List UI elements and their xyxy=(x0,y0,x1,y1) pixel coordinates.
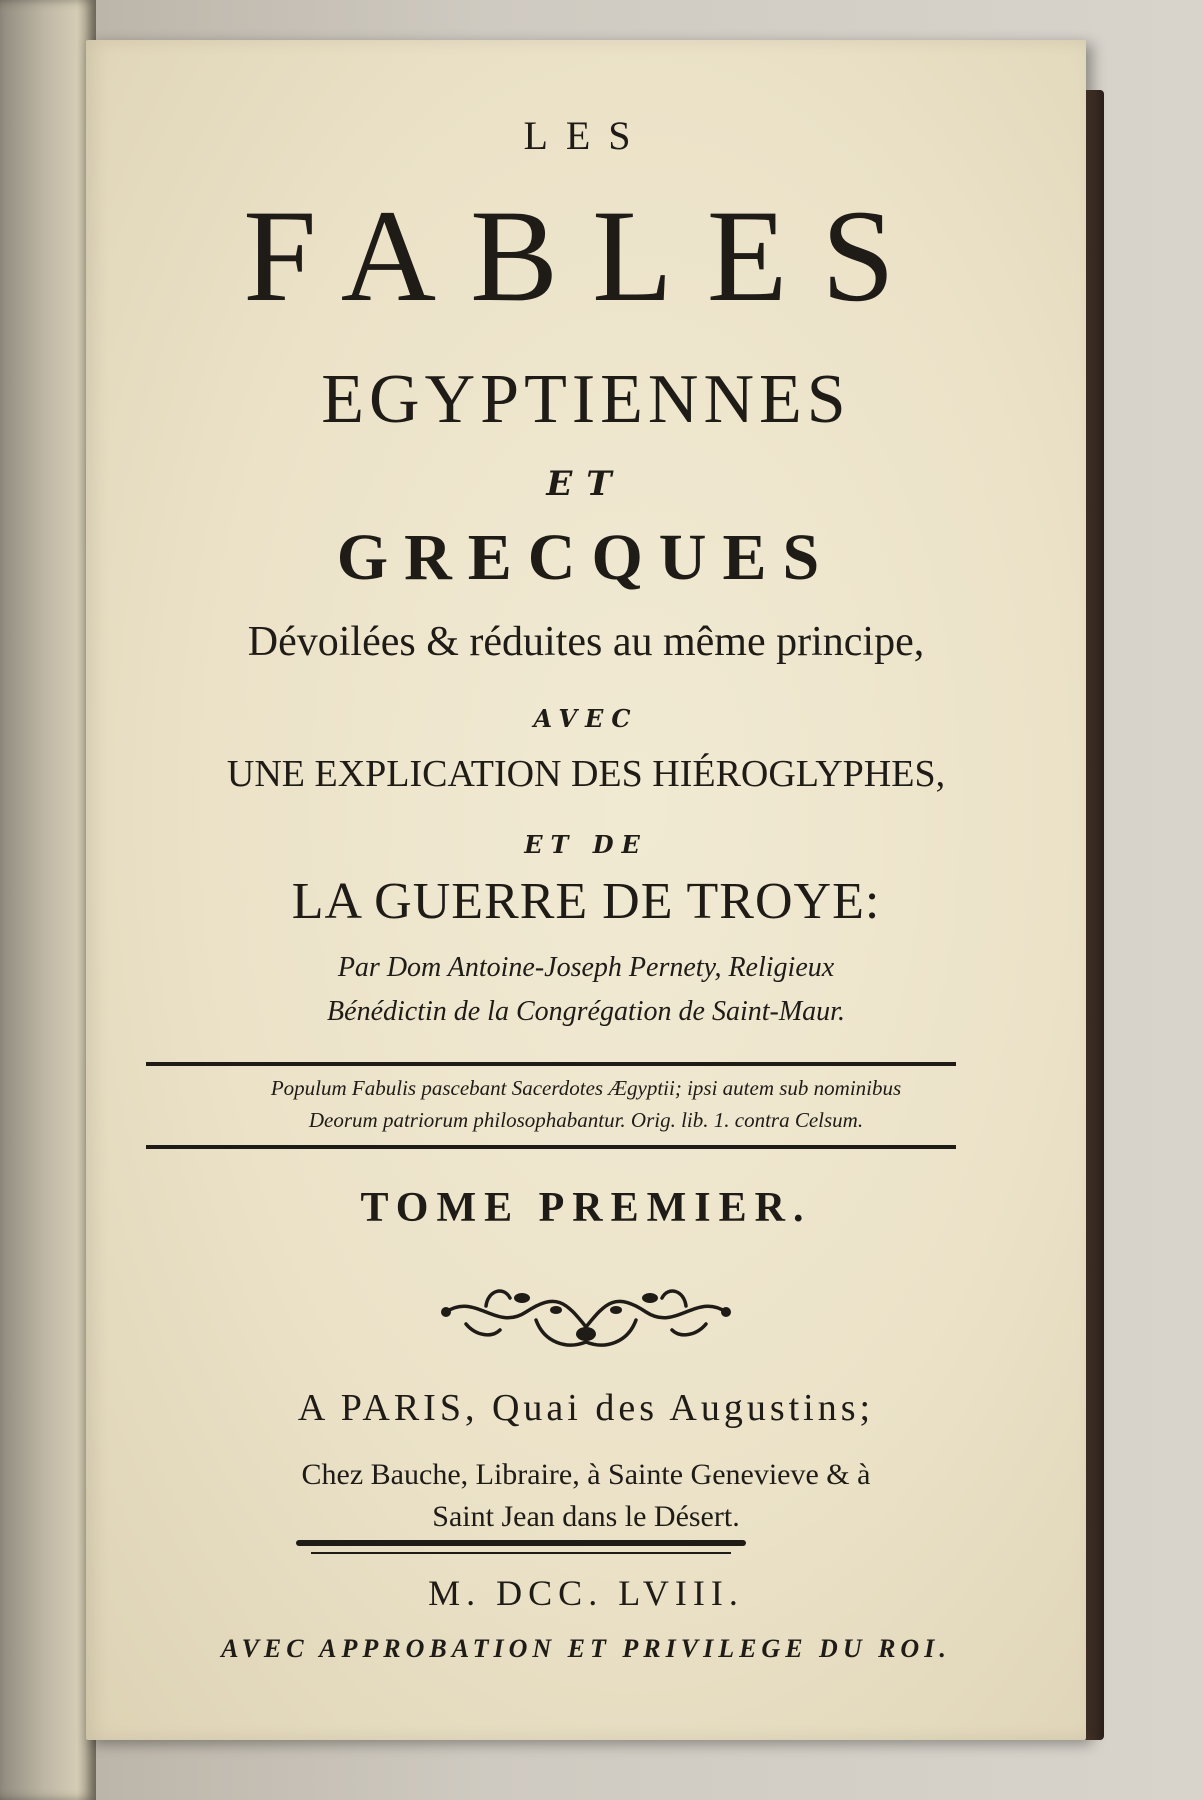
publisher-line-1: Chez Bauche, Libraire, à Sainte Genevieve & à xyxy=(301,1458,871,1491)
epigraph-rule-bottom xyxy=(146,1145,956,1149)
publisher-line-2: Saint Jean dans le Désert. xyxy=(432,1500,740,1533)
author-line-1: Par Dom Antoine-Joseph Pernety, Religieux xyxy=(337,952,835,983)
title-egyptiennes: EGYPTIENNES xyxy=(321,361,851,438)
epigraph-line-1: Populum Fabulis pascebant Sacerdotes Ægyptii; ipsi autem sub nominibus xyxy=(270,1076,902,1100)
title-page xyxy=(86,40,1086,1740)
royal-privilege: AVEC APPROBATION ET PRIVILEGE DU ROI. xyxy=(221,1634,951,1663)
epigraph-line-2: Deorum patriorum philosophabantur. Orig. lib. 1. contra Celsum. xyxy=(308,1108,864,1132)
subtitle-avec: AVEC xyxy=(533,704,639,733)
imprint-date: M. DCC. LVIII. xyxy=(428,1573,744,1613)
floral-vignette-icon xyxy=(426,1272,746,1362)
title-et: ET xyxy=(546,464,626,504)
subtitle-et-de: ET DE xyxy=(524,830,648,859)
subtitle-devoilees: Dévoilées & réduites au même principe, xyxy=(247,619,925,665)
title-grecques: GRECQUES xyxy=(336,521,836,594)
date-rule-thin xyxy=(311,1552,731,1554)
date-rule-thick xyxy=(296,1540,746,1546)
title-les: LES xyxy=(523,113,649,158)
imprint-city: A PARIS, Quai des Augustins; xyxy=(297,1387,875,1429)
title-fables: FABLES xyxy=(243,182,929,329)
author-line-2: Bénédictin de la Congrégation de Saint-Maur. xyxy=(327,996,845,1027)
subtitle-explication: UNE EXPLICATION DES HIÉROGLYPHES, xyxy=(226,753,946,795)
volume-label: TOME PREMIER. xyxy=(360,1185,812,1231)
left-page-edge xyxy=(0,0,96,1800)
epigraph-rule-top xyxy=(146,1062,956,1066)
subtitle-guerre-de-troye: LA GUERRE DE TROYE: xyxy=(291,873,881,930)
